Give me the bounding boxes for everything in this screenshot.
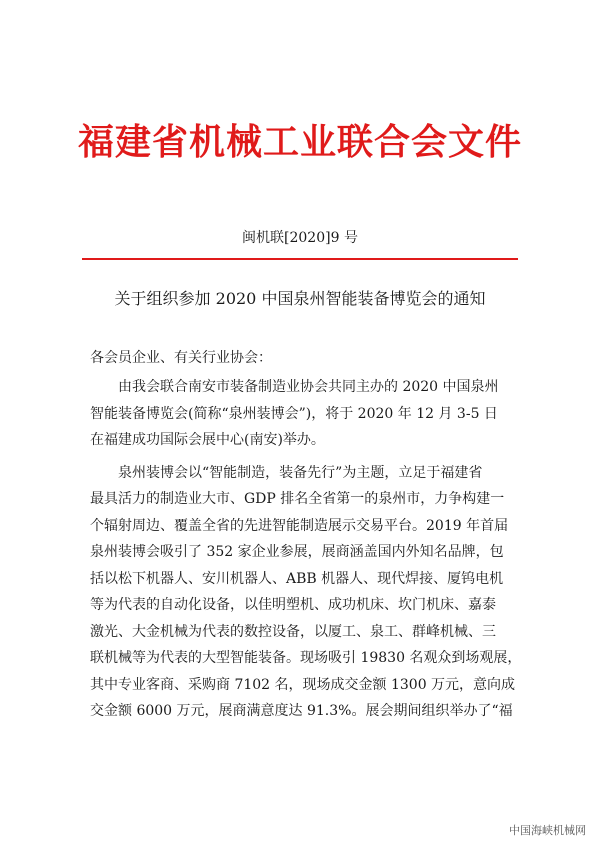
paragraph-line: 泉州装博会以“智能制造，装备先行”为主题，立足于福建省: [118, 464, 483, 481]
paragraph-line: 其中专业客商、采购商 7102 名，现场成交金额 1300 万元，意向成: [90, 676, 516, 693]
document-header-title: 福建省机械工业联合会文件: [77, 121, 522, 163]
paragraph-line: 激光、大金机械为代表的数控设备，以厦工、泉工、群峰机械、三: [90, 623, 496, 640]
paragraph-line: 泉州装博会吸引了 352 家企业参展，展商涵盖国内外知名品牌，包: [90, 544, 504, 560]
paragraph-line: 括以松下机器人、安川机器人、ABB 机器人、现代焊接、厦钨电机: [90, 570, 504, 587]
paragraph-line: 等为代表的自动化设备，以佳明塑机、成功机床、坎门机床、嘉泰: [90, 597, 496, 613]
paragraph-line: 在福建成功国际会展中心(南安)举办。: [90, 432, 325, 448]
document-body: [90, 374, 522, 725]
header-divider: [82, 258, 518, 260]
paragraph-line: 最具活力的制造业大市、GDP 排名全省第一的泉州市，力争构建一: [90, 491, 505, 507]
salutation: 各会员企业、有关行业协会：: [90, 350, 272, 366]
paragraph-line: 联机械等为代表的大型智能装备。现场吸引 19830 名观众到场观展，: [90, 650, 522, 666]
paragraph-line: 交金额 6000 万元，展商满意度达 91.3%。展会期间组织举办了“福: [90, 703, 513, 719]
paragraph-line: 个辐射周边、覆盖全省的先进智能制造展示交易平台。2019 年首届: [90, 517, 509, 534]
document-number: 闽机联[2020]9 号: [242, 230, 358, 246]
paragraph-line: 智能装备博览会(简称“泉州装博会”)，将于 2020 年 12 月 3-5 日: [90, 405, 498, 422]
site-watermark: 中国海峡机械网: [509, 824, 586, 837]
paragraph-line: 由我会联合南安市装备制造业协会共同主办的 2020 中国泉州: [118, 379, 499, 395]
paragraph-2: [90, 460, 522, 725]
paragraph-1: [90, 374, 510, 454]
document-subject: 关于组织参加 2020 中国泉州智能装备博览会的通知: [114, 289, 486, 308]
